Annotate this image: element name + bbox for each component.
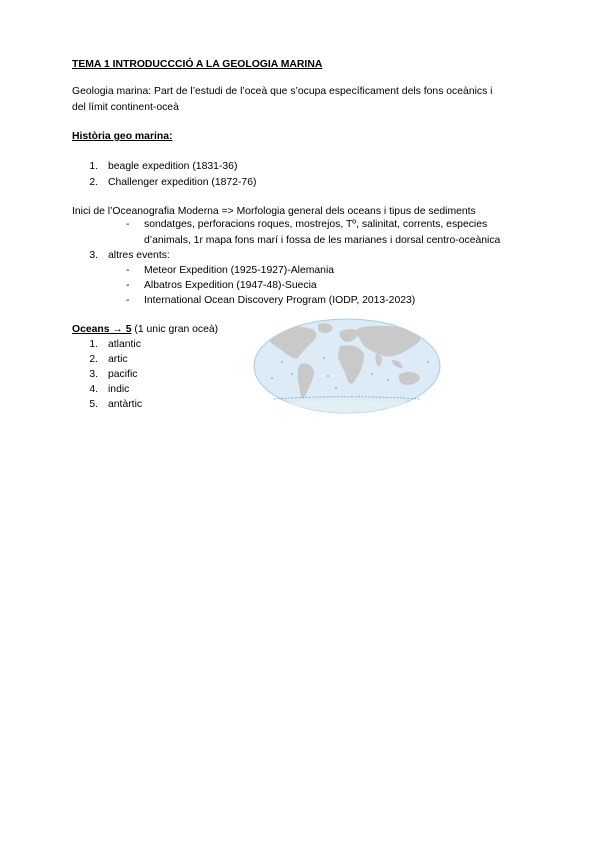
history-item-2-text: Challenger expedition (1872-76) [108, 177, 257, 188]
history-item-3-text: altres events: [108, 250, 170, 261]
history-item-1-number: 1. [89, 161, 98, 172]
ocean-item-4-text: indic [108, 384, 130, 395]
history-item-2-number: 2. [89, 177, 98, 188]
ocean-item-5-number: 5. [89, 399, 98, 410]
history-heading: Història geo marina: [72, 131, 173, 142]
oceans-note: (1 unic gran oceà) [131, 324, 219, 335]
event-1-text: Meteor Expedition (1925-1927)-Alemania [144, 265, 335, 276]
ocean-item-1-text: atlantic [108, 339, 141, 350]
oceans-heading: Oceans → 5 [72, 324, 132, 335]
event-2-dash: - [126, 280, 130, 291]
ocean-item-2-text: artic [108, 354, 128, 365]
modern-sub-line-2: d’animals, 1r mapa fons marí i fossa de les marianes i dorsal centro-oceànica [144, 235, 501, 246]
event-3-text: International Ocean Discovery Program (IODP, 2013-2023) [144, 295, 416, 306]
ocean-item-5-text: antàrtic [108, 399, 143, 410]
ocean-item-3-number: 3. [89, 369, 98, 380]
ocean-item-1-number: 1. [89, 339, 98, 350]
antarctica-shape [262, 401, 432, 414]
intro-line-1: Geologia marina: Part de l’estudi de l’oceà que s’ocupa específicament dels fons oceànics i [72, 86, 493, 97]
world-map-image [252, 318, 442, 414]
event-1-dash: - [126, 265, 130, 276]
intro-line-2: del límit continent-oceà [72, 102, 179, 113]
ocean-item-2-number: 2. [89, 354, 98, 365]
event-3-dash: - [126, 295, 130, 306]
history-item-1-text: beagle expedition (1831-36) [108, 161, 238, 172]
modern-sub-dash: - [126, 219, 130, 230]
ocean-item-3-text: pacific [108, 369, 138, 380]
page-title: TEMA 1 INTRODUCCCIÓ A LA GEOLOGIA MARINA [72, 59, 323, 70]
oceans-heading-row [72, 324, 218, 335]
modern-sub-line-1: sondatges, perforacions roques, mostrejos, Tº, salinitat, corrents, especies [144, 219, 488, 230]
modern-oceanography-line: Inici de l’Oceanografia Moderna => Morfologia general dels oceans i tipus de sediments [72, 206, 476, 217]
event-2-text: Albatros Expedition (1947-48)-Suecia [144, 280, 317, 291]
ocean-item-4-number: 4. [89, 384, 98, 395]
history-item-3-number: 3. [89, 250, 98, 261]
